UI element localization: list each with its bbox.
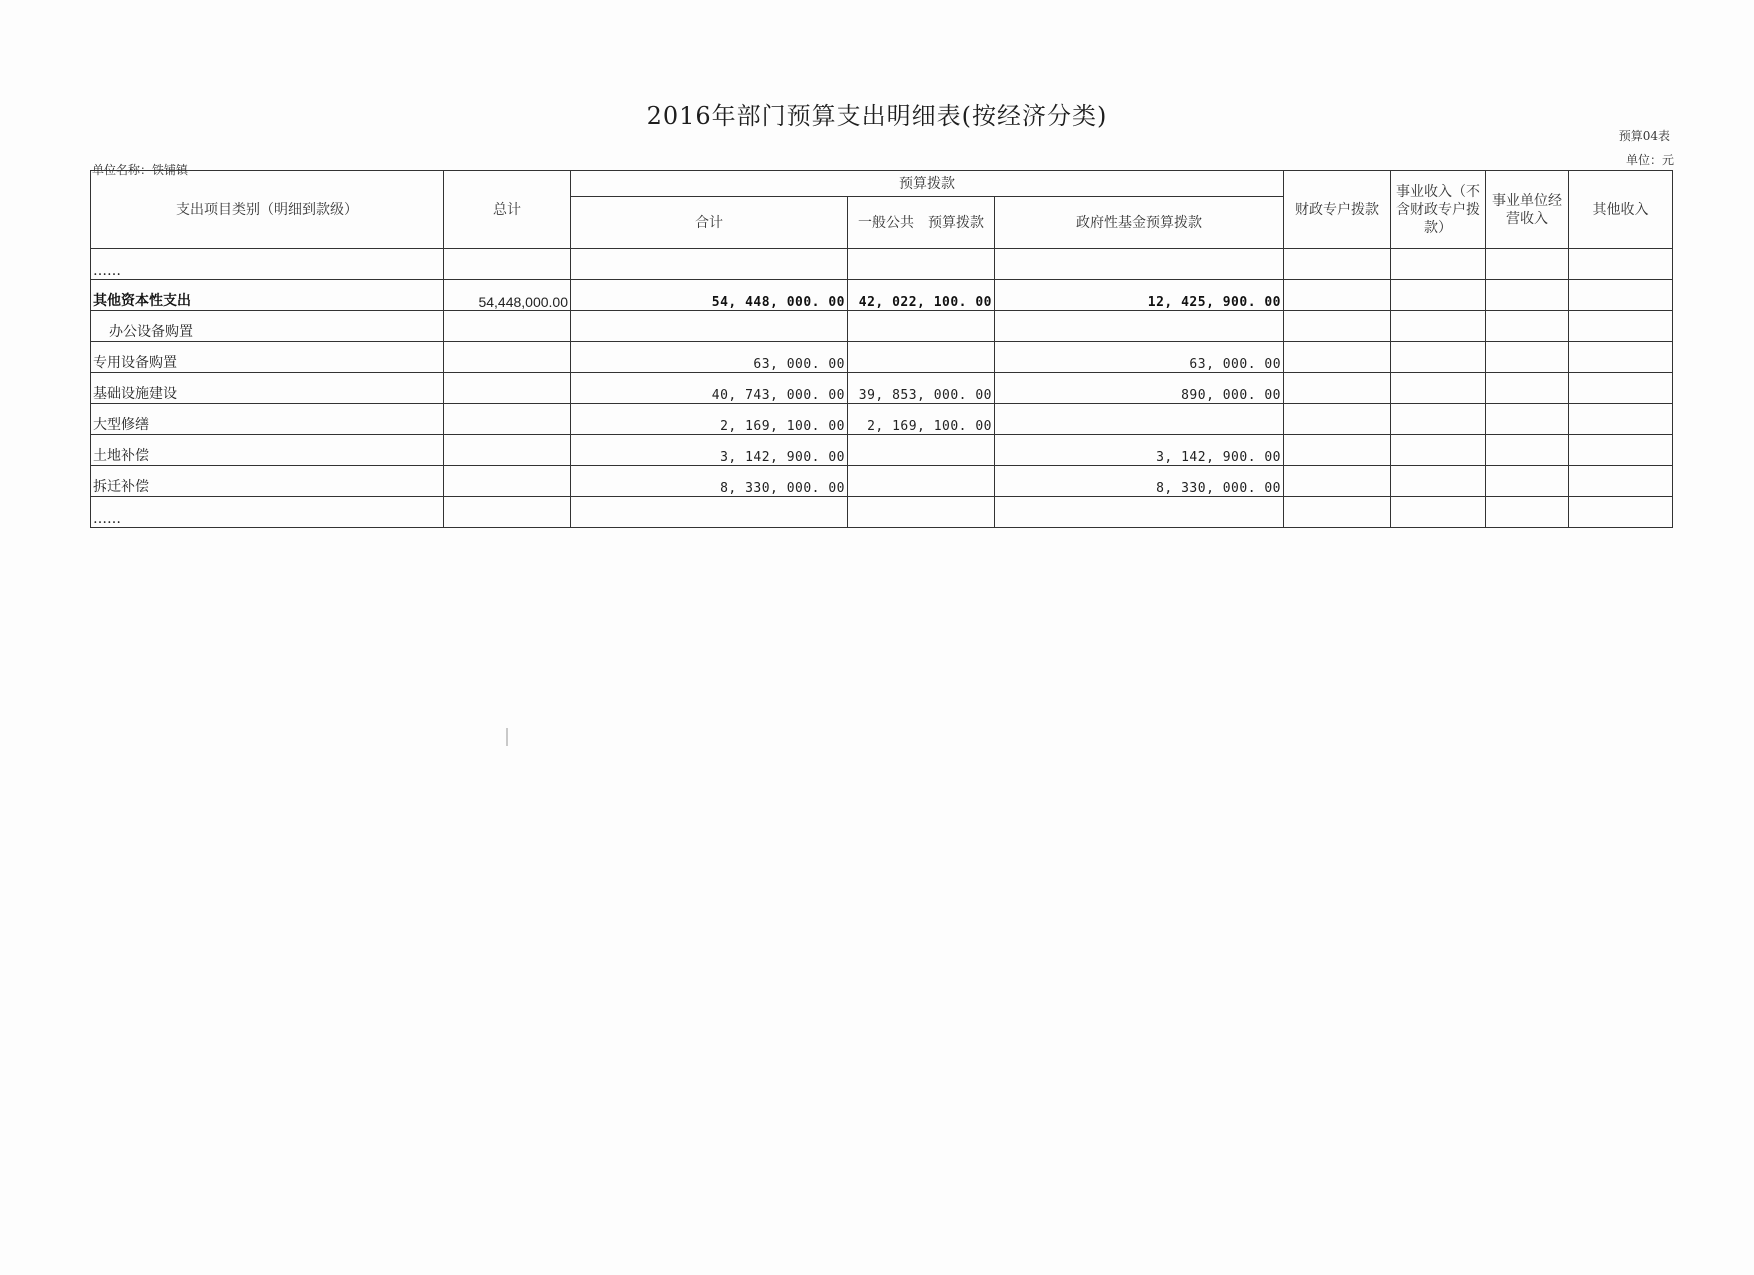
row-label: 大型修缮 — [91, 404, 444, 435]
cell-fund — [995, 497, 1284, 528]
cell-total — [444, 466, 571, 497]
header-fiscal-special: 财政专户拨款 — [1284, 171, 1391, 249]
header-subtotal: 合计 — [571, 197, 848, 249]
form-number: 预算04表 — [1618, 129, 1670, 143]
cell-operating — [1486, 404, 1569, 435]
cell-business — [1391, 435, 1486, 466]
cell-fiscal — [1284, 404, 1391, 435]
cell-business — [1391, 497, 1486, 528]
cell-other — [1569, 280, 1673, 311]
row-label: 土地补偿 — [91, 435, 444, 466]
scan-artifact — [506, 728, 508, 746]
cell-business — [1391, 249, 1486, 280]
cell-fund: 890, 000. 00 — [995, 373, 1284, 404]
header-budget-allocation: 预算拨款 — [571, 171, 1284, 197]
cell-fund — [995, 249, 1284, 280]
cell-fiscal — [1284, 311, 1391, 342]
row-label: …… — [91, 249, 444, 280]
cell-subtotal: 8, 330, 000. 00 — [571, 466, 848, 497]
budget-detail-table — [90, 170, 1673, 528]
cell-general — [848, 249, 995, 280]
header-general-public: 一般公共 预算拨款 — [848, 197, 995, 249]
cell-fund: 3, 142, 900. 00 — [995, 435, 1284, 466]
cell-other — [1569, 435, 1673, 466]
cell-fiscal — [1284, 435, 1391, 466]
cell-subtotal: 54, 448, 000. 00 — [571, 280, 848, 311]
header-business-income: 事业收入（不含财政专户拨款） — [1391, 171, 1486, 249]
table-row — [91, 497, 1673, 528]
cell-other — [1569, 342, 1673, 373]
cell-subtotal: 40, 743, 000. 00 — [571, 373, 848, 404]
cell-general — [848, 435, 995, 466]
cell-total — [444, 249, 571, 280]
cell-business — [1391, 466, 1486, 497]
cell-subtotal — [571, 311, 848, 342]
cell-subtotal: 63, 000. 00 — [571, 342, 848, 373]
table-row — [91, 342, 1673, 373]
cell-business — [1391, 342, 1486, 373]
table-row — [91, 280, 1673, 311]
cell-operating — [1486, 311, 1569, 342]
cell-other — [1569, 373, 1673, 404]
cell-fiscal — [1284, 497, 1391, 528]
cell-operating — [1486, 497, 1569, 528]
row-label: 拆迁补偿 — [91, 466, 444, 497]
cell-total — [444, 373, 571, 404]
cell-total — [444, 435, 571, 466]
cell-total — [444, 342, 571, 373]
cell-fiscal — [1284, 280, 1391, 311]
row-label: 办公设备购置 — [91, 311, 444, 342]
cell-operating — [1486, 435, 1569, 466]
table-row — [91, 249, 1673, 280]
row-label: 基础设施建设 — [91, 373, 444, 404]
cell-business — [1391, 373, 1486, 404]
table-row — [91, 466, 1673, 497]
cell-operating — [1486, 249, 1569, 280]
cell-total — [444, 404, 571, 435]
unit-name: 单位名称：铁铺镇 — [92, 163, 189, 177]
cell-business — [1391, 280, 1486, 311]
table-row — [91, 404, 1673, 435]
cell-total: 54,448,000.00 — [444, 280, 571, 311]
cell-operating — [1486, 280, 1569, 311]
cell-other — [1569, 404, 1673, 435]
cell-other — [1569, 497, 1673, 528]
cell-business — [1391, 311, 1486, 342]
cell-fund: 8, 330, 000. 00 — [995, 466, 1284, 497]
cell-subtotal: 3, 142, 900. 00 — [571, 435, 848, 466]
cell-operating — [1486, 373, 1569, 404]
cell-general — [848, 311, 995, 342]
currency-unit: 单位：元 — [1625, 153, 1674, 167]
header-total: 总计 — [444, 171, 571, 249]
cell-total — [444, 497, 571, 528]
cell-general — [848, 342, 995, 373]
row-label: 其他资本性支出 — [91, 280, 444, 311]
table-row — [91, 435, 1673, 466]
cell-general: 2, 169, 100. 00 — [848, 404, 995, 435]
header-other-income: 其他收入 — [1569, 171, 1673, 249]
cell-general: 39, 853, 000. 00 — [848, 373, 995, 404]
cell-subtotal: 2, 169, 100. 00 — [571, 404, 848, 435]
cell-fund — [995, 311, 1284, 342]
cell-operating — [1486, 466, 1569, 497]
cell-general — [848, 497, 995, 528]
header-operating-income: 事业单位经营收入 — [1486, 171, 1569, 249]
header-category: 支出项目类别（明细到款级） — [91, 171, 444, 249]
cell-subtotal — [571, 249, 848, 280]
cell-fiscal — [1284, 342, 1391, 373]
cell-fiscal — [1284, 466, 1391, 497]
cell-fund: 12, 425, 900. 00 — [995, 280, 1284, 311]
row-label: …… — [91, 497, 444, 528]
cell-other — [1569, 466, 1673, 497]
cell-other — [1569, 311, 1673, 342]
cell-general — [848, 466, 995, 497]
cell-subtotal — [571, 497, 848, 528]
table-row — [91, 373, 1673, 404]
table-row — [91, 311, 1673, 342]
cell-business — [1391, 404, 1486, 435]
cell-general: 42, 022, 100. 00 — [848, 280, 995, 311]
cell-fund — [995, 404, 1284, 435]
document-title: 2016年部门预算支出明细表(按经济分类) — [646, 102, 1108, 130]
cell-operating — [1486, 342, 1569, 373]
cell-fund: 63, 000. 00 — [995, 342, 1284, 373]
cell-other — [1569, 249, 1673, 280]
cell-fiscal — [1284, 249, 1391, 280]
header-gov-fund: 政府性基金预算拨款 — [995, 197, 1284, 249]
cell-total — [444, 311, 571, 342]
cell-fiscal — [1284, 373, 1391, 404]
row-label: 专用设备购置 — [91, 342, 444, 373]
